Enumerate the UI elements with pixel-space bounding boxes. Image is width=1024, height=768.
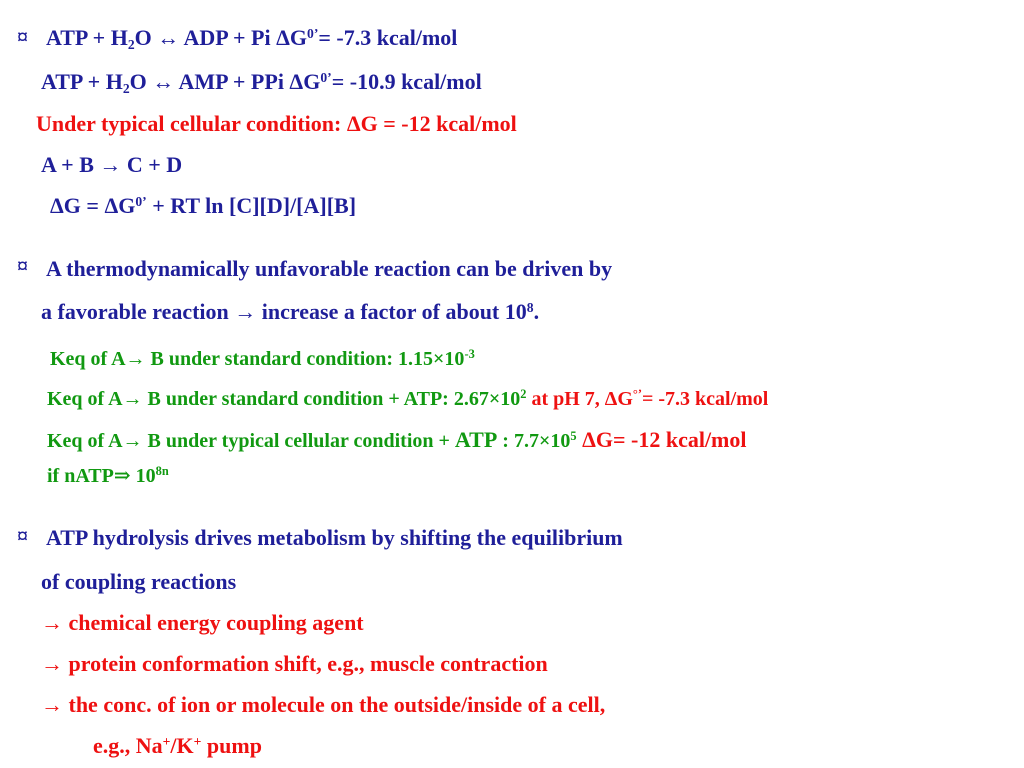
atp-hydrolysis-text: ATP hydrolysis drives metabolism by shifting the equilibrium (46, 525, 623, 550)
list-item: → chemical energy coupling agent (41, 610, 364, 635)
keq-cellular-atp: Keq of A→ B under typical cellular condition + ATP : $7.7\times 10^5$ ΔG= -12 kcal/mol (47, 427, 747, 452)
gibbs-equation: $\Delta G = \Delta G^{0’}$ + RT ln [C][D]/[A][B] (50, 193, 357, 218)
bullet-icon: ¤ (17, 523, 28, 548)
favorable-reaction-text: a favorable reaction → increase a factor of about $10^8$. (41, 299, 540, 324)
coupling-reactions-text: of coupling reactions (41, 569, 237, 594)
bullet-icon: ¤ (17, 24, 28, 49)
list-item: → protein conformation shift, e.g., muscle contraction (41, 651, 548, 676)
list-item: → the conc. of ion or molecule on the outside/inside of a cell, (41, 692, 606, 717)
keq-standard-atp: Keq of A→ B under standard condition + ATP: $2.67\times 10^2$ at pH 7, ΔG°’= -7.3 kcal/mol (47, 387, 769, 410)
keq-standard: Keq of A→ B under standard condition: $1.15\times 10^{-3}$ (50, 347, 475, 370)
bullet-icon: ¤ (17, 253, 28, 278)
pump-example: e.g., Na+/K+ pump (93, 733, 262, 758)
equation-atp-to-amp: ATP + $H_2O$ ↔ AMP + PPi $\Delta G^{0’}= -10.9$ kcal/mol (41, 69, 482, 97)
unfavorable-reaction-text: A thermodynamically unfavorable reaction can be driven by (46, 256, 613, 281)
natp-factor: if nATP⇒ $10^{8n}$ (47, 464, 169, 487)
cellular-condition-note: Under typical cellular condition: ΔG = -12 kcal/mol (36, 111, 517, 136)
equation-atp-to-adp: ATP + $H_2O$ ↔ ADP + Pi $\Delta G^{0’}= -7.3$ kcal/mol (46, 25, 458, 53)
reaction-a-b: A + B → C + D (41, 152, 183, 177)
